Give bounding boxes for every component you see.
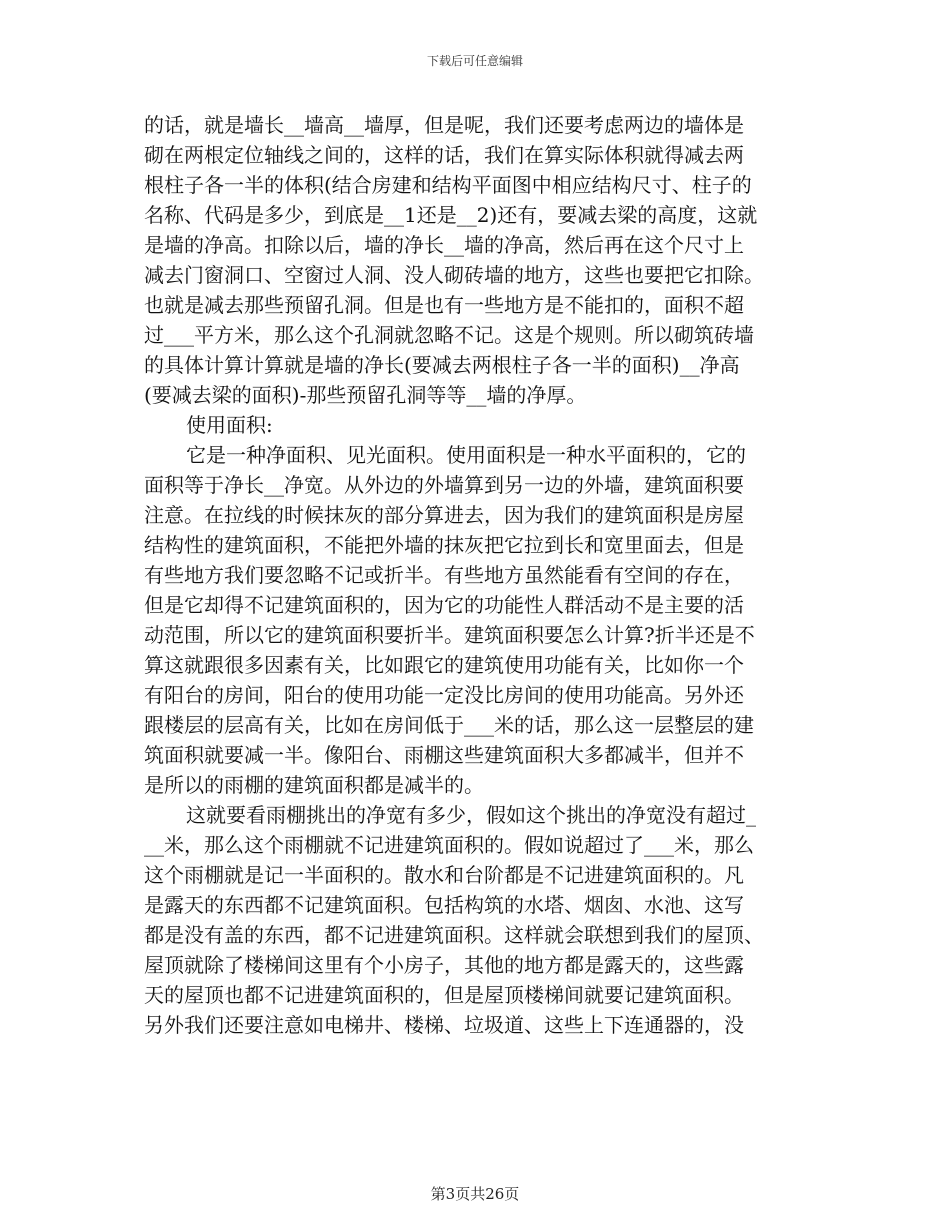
text-line: 它是一种净面积、见光面积。使用面积是一种水平面积的，它的 <box>186 443 746 467</box>
text-line: 名称、代码是多少，到底是__1还是__2)还有，要减去梁的高度，这就 <box>144 203 758 227</box>
text-line: 这就要看雨棚挑出的净宽有多少，假如这个挑出的净宽没有超过_ <box>186 803 756 827</box>
text-line: 天的屋顶也都不记进建筑面积的，但是屋顶楼梯间就要记建筑面积。 <box>144 983 744 1007</box>
text-line: (要减去梁的面积)-那些预留孔洞等等__墙的净厚。 <box>144 383 587 407</box>
text-line: 注意。在拉线的时候抹灰的部分算进去，因为我们的建筑面积是房屋 <box>144 503 744 527</box>
text-line: 这个雨棚就是记一半面积的。散水和台阶都是不记进建筑面积的。凡 <box>144 863 744 887</box>
text-line: 动范围，所以它的建筑面积要折半。建筑面积要怎么计算?折半还是不 <box>144 623 755 647</box>
text-line: 是墙的净高。扣除以后，墙的净长__墙的净高，然后再在这个尺寸上 <box>144 233 744 257</box>
text-line: 都是没有盖的东西，都不记进建筑面积。这样就会联想到我们的屋顶、 <box>144 923 764 947</box>
text-line: 减去门窗洞口、空窗过人洞、没人砌砖墙的地方，这些也要把它扣除。 <box>144 263 764 287</box>
text-line: 结构性的建筑面积，不能把外墙的抹灰把它拉到长和宽里面去，但是 <box>144 533 744 557</box>
text-line: 根柱子各一半的体积(结合房建和结构平面图中相应结构尺寸、柱子的 <box>144 173 752 197</box>
text-line: 屋顶就除了楼梯间这里有个小房子，其他的地方都是露天的，这些露 <box>144 953 744 977</box>
text-line: 砌在两根定位轴线之间的，这样的话，我们在算实际体积就得减去两 <box>144 143 744 167</box>
text-line: 筑面积就要减一半。像阳台、雨棚这些建筑面积大多都减半，但并不 <box>144 743 744 767</box>
text-line: 有阳台的房间，阳台的使用功能一定没比房间的使用功能高。另外还 <box>144 683 744 707</box>
document-body <box>144 110 809 1040</box>
text-line: 的具体计算计算就是墙的净长(要减去两根柱子各一半的面积)__净高 <box>144 353 740 377</box>
section-heading: 使用面积: <box>186 413 273 437</box>
text-line: 的话，就是墙长__墙高__墙厚，但是呢，我们还要考虑两边的墙体是 <box>144 113 744 137</box>
text-line: 但是它却得不记建筑面积的，因为它的功能性人群活动不是主要的活 <box>144 593 744 617</box>
text-line: 算这就跟很多因素有关，比如跟它的建筑使用功能有关，比如你一个 <box>144 653 744 677</box>
text-line: 另外我们还要注意如电梯井、楼梯、垃圾道、这些上下连通器的，没 <box>144 1013 744 1037</box>
page-number: 第3页共26页 <box>430 1185 520 1203</box>
text-line: __米，那么这个雨棚就不记进建筑面积的。假如说超过了___米，那么 <box>144 833 754 857</box>
text-line: 也就是减去那些预留孔洞。但是也有一些地方是不能扣的，面积不超 <box>144 293 744 317</box>
text-line: 跟楼层的层高有关，比如在房间低于___米的话，那么这一层整层的建 <box>144 713 754 737</box>
text-line: 是露天的东西都不记建筑面积。包括构筑的水塔、烟囱、水池、这写 <box>144 893 744 917</box>
text-line: 过___平方米，那么这个孔洞就忽略不记。这是个规则。所以砌筑砖墙 <box>144 323 754 347</box>
text-line: 面积等于净长__净宽。从外边的外墙算到另一边的外墙，建筑面积要 <box>144 473 744 497</box>
text-line: 是所以的雨棚的建筑面积都是减半的。 <box>144 773 484 797</box>
page-header: 下载后可任意编辑 <box>426 54 523 68</box>
text-line: 有些地方我们要忽略不记或折半。有些地方虽然能看有空间的存在， <box>144 563 744 587</box>
